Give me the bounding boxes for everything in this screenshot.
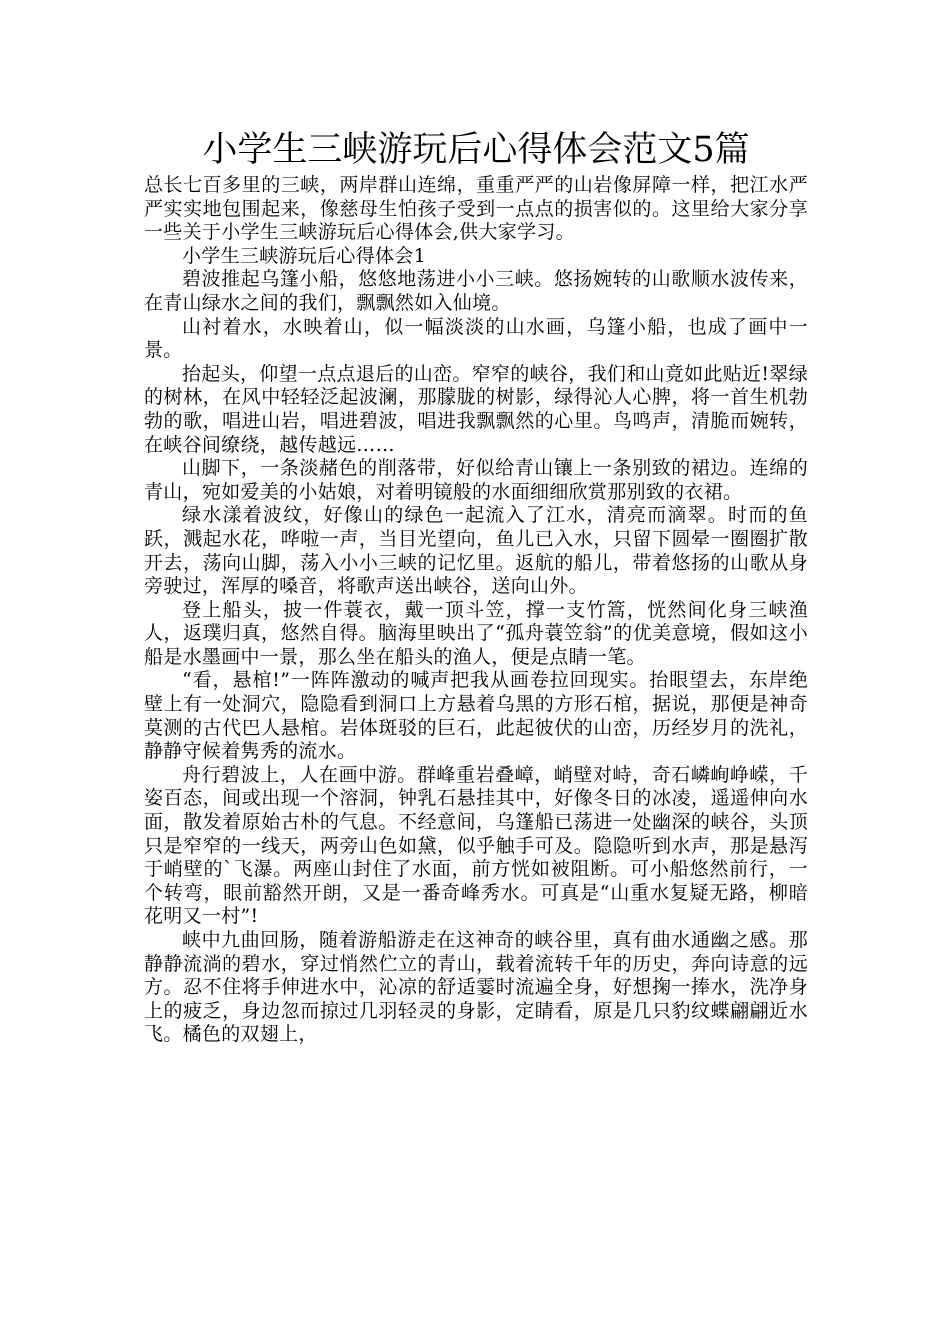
body-paragraph: 舟行碧波上，人在画中游。群峰重岩叠嶂，峭壁对峙，奇石嶙峋峥嵘，千姿百态，间或出现一个溶洞，钟乳石悬挂其中，好像冬日的冰凌，遥遥伸向水面，散发着原始古朴的气息。不经意间，乌篷船已荡进一处幽深的峡谷，头顶只是窄窄的一线天，两旁山色如黛，似乎触手可及。隐隐听到水声，那是悬泻于峭壁的`飞瀑。两座山封住了水面，前方恍如被阻断。可小船悠然前行，一个转弯，眼前豁然开朗，又是一番奇峰秀水。可真是“山重水复疑无路，柳暗花明又一村”! [144,763,808,928]
body-paragraph: “看，悬棺!”一阵阵激动的喊声把我从画卷拉回现实。抬眼望去，东岸绝壁上有一处洞穴，隐隐看到洞口上方悬着乌黑的方形石棺，据说，那便是神奇莫测的古代巴人悬棺。岩体斑驳的巨石，此起彼伏的山峦，历经岁月的洗礼，静静守候着隽秀的流水。 [144,669,808,763]
document-title: 小学生三峡游玩后心得体会范文5篇 [202,130,750,170]
body-paragraph: 峡中九曲回肠，随着游船游走在这神奇的峡谷里，真有曲水通幽之感。那静静流淌的碧水，穿过悄然伫立的青山，载着流转千年的历史，奔向诗意的远方。忍不住将手伸进水中，沁凉的舒适霎时流遍全身，好想掬一捧水，洗净身上的疲乏，身边忽而掠过几羽轻灵的身影，定睛看，原是几只豹纹蝶翩翩近水飞。橘色的双翅上， [144,929,808,1046]
section-heading: 小学生三峡游玩后心得体会1 [182,244,426,267]
body-paragraph: 抬起头，仰望一点点退后的山峦。窄窄的峡谷，我们和山竟如此贴近!翠绿的树林，在风中轻轻泛起波澜，那朦胧的树影，绿得沁人心脾，将一首生机勃勃的歌，唱进山岩，唱进碧波，唱进我飘飘然的心里。鸟鸣声，清脆而婉转，在峡谷间缭绕，越传越远…… [144,362,808,456]
document-body [144,174,808,1047]
body-paragraph: 山脚下，一条淡赭色的削落带，好似给青山镶上一条别致的裙边。连绵的青山，宛如爱美的小姑娘，对着明镜般的水面细细欣赏那别致的衣裙。 [144,457,808,503]
body-paragraph: 山衬着水，水映着山，似一幅淡淡的山水画，乌篷小船，也成了画中一景。 [144,315,808,362]
document-page [144,126,808,1047]
body-paragraph: 登上船头，披一件蓑衣，戴一顶斗笠，撑一支竹篙，恍然间化身三峡渔人，返璞归真，悠然自得。脑海里映出了“孤舟蓑笠翁”的优美意境，假如这小船是水墨画中一景，那么坐在船头的渔人，便是点睛一笔。 [144,598,808,668]
body-paragraph: 碧波推起乌篷小船，悠悠地荡进小小三峡。悠扬婉转的山歌顺水波传来，在青山绿水之间的我们，飘飘然如入仙境。 [144,268,808,314]
body-paragraph: 绿水漾着波纹，好像山的绿色一起流入了江水，清亮而滴翠。时而的鱼跃，溅起水花，哗啦一声，当目光望向，鱼儿已入水，只留下圆晕一圈圈扩散开去，荡向山脚，荡入小小三峡的记忆里。返航的船儿，带着悠扬的山歌从身旁驶过，浑厚的嗓音，将歌声送出峡谷，送向山外。 [144,504,808,598]
intro-paragraph: 总长七百多里的三峡，两岸群山连绵，重重严严的山岩像屏障一样，把江水严严实实地包围起来，像慈母生怕孩子受到一点点的损害似的。这里给大家分享一些关于小学生三峡游玩后心得体会,供大家学习。 [144,174,808,244]
